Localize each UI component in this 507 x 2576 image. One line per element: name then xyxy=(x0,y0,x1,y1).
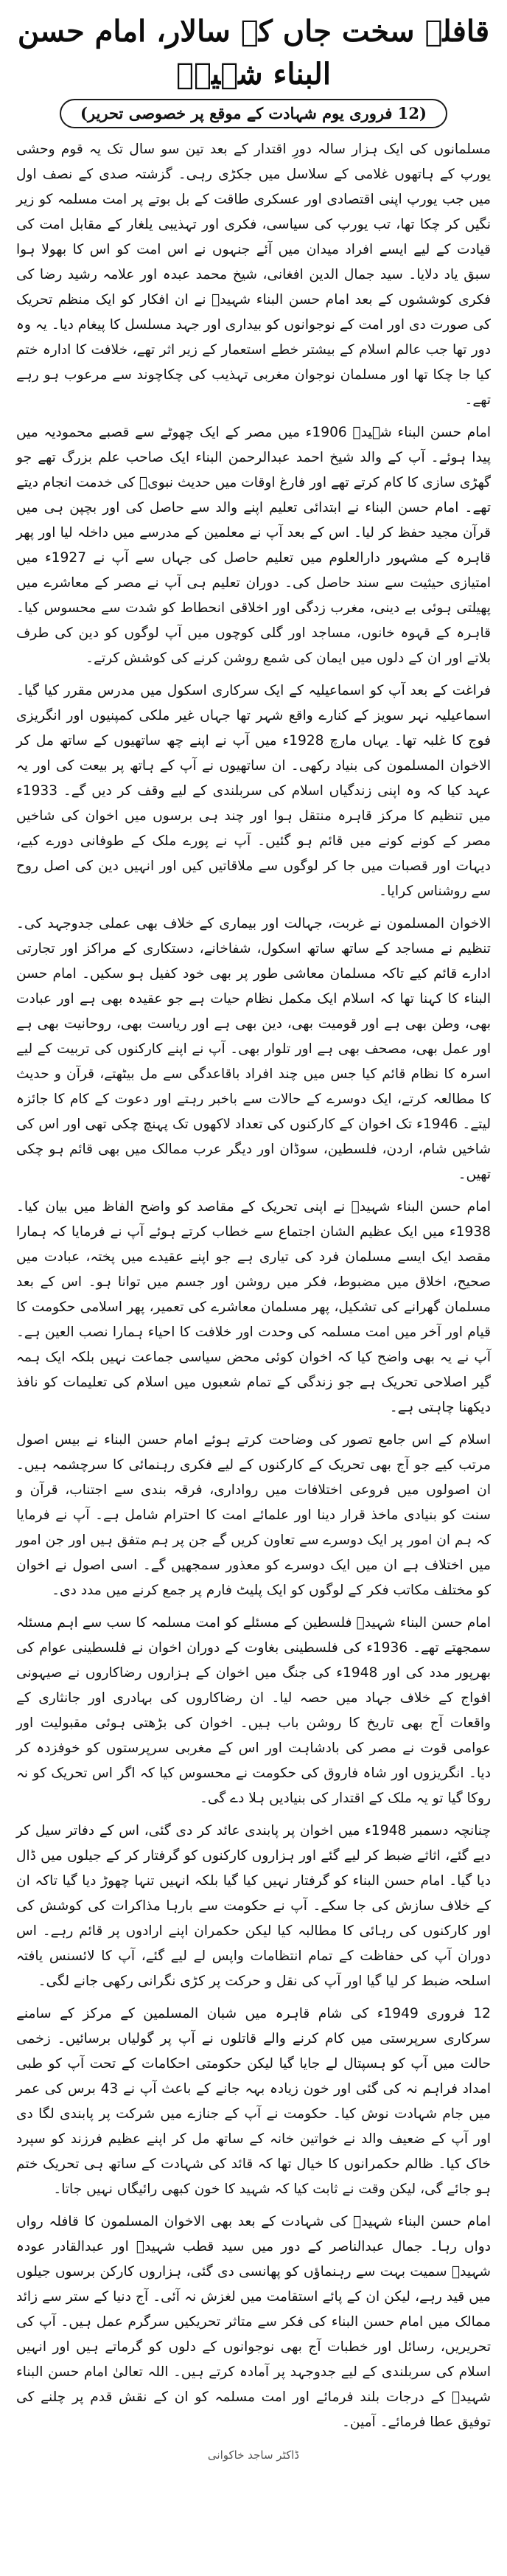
article-paragraph: چنانچہ دسمبر 1948ء میں اخوان پر پابندی عائد کر دی گئی، اس کے دفاتر سیل کر دیے گئے، اثاثے ضبط کر لیے گئے اور ہزاروں کارکنوں کو گرفتار کر کے جیلوں میں ڈال دیا گیا۔ امام حسن البناء کو گرفتار نہیں کیا گیا بلکہ انہیں تنہا چھوڑ دیا گیا تاکہ ان کے خلاف سازش کی جا سکے۔ آپ نے حکومت سے بارہا مذاکرات کی کوشش کی اور کارکنوں کی رہائی کا مطالبہ کیا لیکن حکمران اپنے ارادوں پر قائم رہے۔ اس دوران آپ کی حفاظت کے تمام انتظامات واپس لے لیے گئے، آپ کا لائسنس یافتہ اسلحہ ضبط کر لیا گیا اور آپ کی نقل و حرکت پر کڑی نگرانی رکھی جانے لگی۔ xyxy=(16,1823,491,1989)
article-paragraph: الاخوان المسلمون نے غربت، جہالت اور بیماری کے خلاف بھی عملی جدوجہد کی۔ تنظیم نے مساجد کے ساتھ ساتھ اسکول، شفاخانے، دستکاری کے مراکز اور تجارتی ادارے قائم کیے تاکہ مسلمان معاشی طور پر بھی خود کفیل ہو سکیں۔ امام حسن البناء کا کہنا تھا کہ اسلام ایک مکمل نظام حیات ہے جو عقیدہ بھی ہے اور عبادت بھی، وطن بھی ہے اور قومیت بھی، دین بھی ہے اور ریاست بھی، روحانیت بھی ہے اور عمل بھی، مصحف بھی ہے اور تلوار بھی۔ آپ نے اپنے کارکنوں کی تربیت کے لیے اسرہ کا نظام قائم کیا جس میں چند افراد باقاعدگی سے مل بیٹھتے، قرآن و حدیث کا مطالعہ کرتے، ایک دوسرے کے حالات سے باخبر رہتے اور دعوت کے کام کا جائزہ لیتے۔ 1946ء تک اخوان کے کارکنوں کی تعداد لاکھوں تک پہنچ چکی تھی اور اس کی شاخیں شام، اردن، فلسطین، سوڈان اور دیگر عرب ممالک میں بھی قائم ہو چکی تھیں۔ xyxy=(16,916,491,1182)
article-paragraph: مسلمانوں کی ایک ہزار سالہ دورِ اقتدار کے بعد تین سو سال تک یہ قوم وحشی یورپ کے ہاتھوں غلامی کے سلاسل میں جکڑی رہی۔ گزشتہ صدی کے نصف اول میں جب یورپ اپنی اقتصادی اور عسکری طاقت کے بل بوتے پر امت مسلمہ کو زیر نگیں کر چکا تھا، تب یورپ کی سیاسی، فکری اور تہذیبی یلغار کے مقابل امت کی قیادت کے لیے ایسے افراد میدان میں آئے جنہوں نے اس امت کو اس کا بھولا ہوا سبق یاد دلایا۔ سید جمال الدین افغانی، شیخ محمد عبدہ اور علامہ رشید رضا کی فکری کوششوں کے بعد امام حسن البناء شہیدؒ نے ان افکار کو ایک منظم تحریک کی صورت دی اور امت کے نوجوانوں کو بیداری اور جہد مسلسل کا پیغام دیا۔ یہ وہ دور تھا جب عالم اسلام کے بیشتر خطے استعمار کے زیر اثر تھے، خلافت کا ادارہ ختم کیا جا چکا تھا اور مسلمان نوجوان مغربی تہذیب کی چکاچوند سے مرعوب ہو رہے تھے۔ xyxy=(16,142,491,408)
article-headline: قافلہ سخت جاں کے سالار، امام حسن البناء شہیدؒ xyxy=(17,14,490,91)
article-subhead: (12 فروری یوم شہادت کے موقع پر خصوصی تحریر) xyxy=(60,99,447,128)
article-paragraph: اسلام کے اس جامع تصور کی وضاحت کرتے ہوئے امام حسن البناء نے بیس اصول مرتب کیے جو آج بھی تحریک کے کارکنوں کے لیے فکری رہنمائی کا سرچشمہ ہیں۔ ان اصولوں میں فروعی اختلافات میں رواداری، فرقہ بندی سے اجتناب، قرآن و سنت کو بنیادی ماخذ قرار دینا اور علمائے امت کا احترام شامل ہے۔ آپ نے فرمایا کہ ہم ان امور پر ایک دوسرے سے تعاون کریں گے جن پر ہم متفق ہیں اور جن امور میں اختلاف ہے ان میں ایک دوسرے کو معذور سمجھیں گے۔ اسی اصول نے اخوان کو مختلف مکاتب فکر کے لوگوں کو ایک پلیٹ فارم پر جمع کرنے میں مدد دی۔ xyxy=(16,1432,491,1598)
article-paragraph: امام حسن البناء شہیدؒ کی شہادت کے بعد بھی الاخوان المسلمون کا قافلہ رواں دواں رہا۔ جمال عبدالناصر کے دور میں سید قطب شہیدؒ اور عبدالقادر عودہ شہیدؒ سمیت بہت سے رہنماؤں کو پھانسی دی گئی، ہزاروں کارکن برسوں جیلوں میں قید رہے، لیکن ان کے پائے استقامت میں لغزش نہ آئی۔ آج دنیا کے ستر سے زائد ممالک میں امام حسن البناء کی فکر سے متاثر تحریکیں سرگرم عمل ہیں۔ آپ کی تحریریں، رسائل اور خطبات آج بھی نوجوانوں کے دلوں کو گرماتے ہیں اور انہیں اسلام کی سربلندی کے لیے جدوجہد پر آمادہ کرتے ہیں۔ اللہ تعالیٰ امام حسن البناء شہیدؒ کے درجات بلند فرمائے اور امت مسلمہ کو ان کے نقش قدم پر چلنے کی توفیق عطا فرمائے۔ آمین۔ xyxy=(16,2214,491,2430)
article-paragraph: 12 فروری 1949ء کی شام قاہرہ میں شبان المسلمین کے مرکز کے سامنے سرکاری سرپرستی میں کام کرنے والے قاتلوں نے آپ پر گولیاں برسائیں۔ زخمی حالت میں آپ کو ہسپتال لے جایا گیا لیکن حکومتی احکامات کے تحت آپ کو طبی امداد فراہم نہ کی گئی اور خون زیادہ بہہ جانے کے باعث آپ نے 43 برس کی عمر میں جام شہادت نوش کیا۔ حکومت نے آپ کے جنازے میں شرکت پر پابندی لگا دی اور آپ کے ضعیف والد نے خواتین خانہ کے ساتھ مل کر اپنے عظیم فرزند کو سپرد خاک کیا۔ ظالم حکمرانوں کا خیال تھا کہ قائد کی شہادت کے ساتھ ہی تحریک ختم ہو جائے گی، لیکن وقت نے ثابت کیا کہ شہید کا خون کبھی رائیگاں نہیں جاتا۔ xyxy=(16,2006,491,2197)
article-paragraph: امام حسن البناء شہیدؒ نے اپنی تحریک کے مقاصد کو واضح الفاظ میں بیان کیا۔ 1938ء میں ایک عظیم الشان اجتماع سے خطاب کرتے ہوئے آپ نے فرمایا کہ ہمارا مقصد ایک ایسے مسلمان فرد کی تیاری ہے جو اپنے عقیدے میں پختہ، عبادت میں صحیح، اخلاق میں مضبوط، فکر میں روشن اور جسم میں توانا ہو۔ اس کے بعد مسلمان گھرانے کی تشکیل، پھر مسلمان معاشرے کی تعمیر، پھر اسلامی حکومت کا قیام اور آخر میں امت مسلمہ کی وحدت اور خلافت کا احیاء ہمارا نصب العین ہے۔ آپ نے یہ بھی واضح کیا کہ اخوان کوئی محض سیاسی جماعت نہیں بلکہ ایک ہمہ گیر اصلاحی تحریک ہے جو زندگی کے تمام شعبوں میں اسلام کی تعلیمات کو نافذ دیکھنا چاہتی ہے۔ xyxy=(16,1199,491,1415)
article-paragraph: فراغت کے بعد آپ کو اسماعیلیہ کے ایک سرکاری اسکول میں مدرس مقرر کیا گیا۔ اسماعیلیہ نہر سویز کے کنارے واقع شہر تھا جہاں غیر ملکی کمپنیوں اور انگریزی فوج کا غلبہ تھا۔ یہاں مارچ 1928ء میں آپ نے اپنے چھ ساتھیوں کے ساتھ مل کر الاخوان المسلمون کی بنیاد رکھی۔ ان ساتھیوں نے آپ کے ہاتھ پر بیعت کی اور یہ عہد کیا کہ وہ اپنی زندگیاں اسلام کی سربلندی کے لیے وقف کر دیں گے۔ 1933ء میں تنظیم کا مرکز قاہرہ منتقل ہوا اور چند ہی برسوں میں اخوان کی شاخیں مصر کے کونے کونے میں قائم ہو گئیں۔ آپ نے پورے ملک کے طوفانی دورے کیے، دیہات اور قصبات میں جا کر لوگوں سے ملاقاتیں کیں اور انہیں دین کی اصل روح سے روشناس کرایا۔ xyxy=(16,683,491,899)
subhead-wrapper xyxy=(16,99,491,128)
article-body xyxy=(16,137,491,2435)
author-byline: ڈاکٹر ساجد خاکوانی xyxy=(207,2448,300,2462)
article-paragraph: امام حسن البناء شہیدؒ فلسطین کے مسئلے کو امت مسلمہ کا سب سے اہم مسئلہ سمجھتے تھے۔ 1936ء کی فلسطینی بغاوت کے دوران اخوان نے فلسطینی عوام کی بھرپور مدد کی اور 1948ء کی جنگ میں اخوان کے ہزاروں رضاکاروں نے صیہونی افواج کے خلاف جہاد میں حصہ لیا۔ ان رضاکاروں کی بہادری اور جانثاری کے واقعات آج بھی تاریخ کا روشن باب ہیں۔ اخوان کی بڑھتی ہوئی مقبولیت اور عوامی قوت نے مصر کی بادشاہت اور اس کے مغربی سرپرستوں کو خوفزدہ کر دیا۔ انگریزوں اور شاہ فاروق کی حکومت نے محسوس کیا کہ اگر اس تحریک کو نہ روکا گیا تو یہ ملک کے اقتدار کی بنیادیں ہلا دے گی۔ xyxy=(16,1615,492,1806)
article-paragraph: امام حسن البناء شہیدؒ 1906ء میں مصر کے ایک چھوٹے سے قصبے محمودیہ میں پیدا ہوئے۔ آپ کے والد شیخ احمد عبدالرحمن البناء ایک صاحب علم بزرگ تھے جو گھڑی سازی کا کام کرتے تھے اور فارغ اوقات میں حدیث نبویؐ کی خدمت انجام دیتے تھے۔ امام حسن البناء نے ابتدائی تعلیم اپنے والد سے حاصل کی اور بچپن ہی میں قرآن مجید حفظ کر لیا۔ اس کے بعد آپ نے معلمین کے مدرسے میں داخلہ لیا اور پھر قاہرہ کے مشہور دارالعلوم میں تعلیم حاصل کی جہاں سے آپ نے 1927ء میں امتیازی حیثیت سے سند حاصل کی۔ دوران تعلیم ہی آپ نے مصر کے معاشرے میں پھیلتی ہوئی بے دینی، مغرب زدگی اور اخلاقی انحطاط کو شدت سے محسوس کیا۔ قاہرہ کے قہوہ خانوں، مساجد اور گلی کوچوں میں آپ لوگوں کو دین کی طرف بلاتے اور ان کے دلوں میں ایمان کی شمع روشن کرنے کی کوشش کرتے۔ xyxy=(16,425,491,666)
